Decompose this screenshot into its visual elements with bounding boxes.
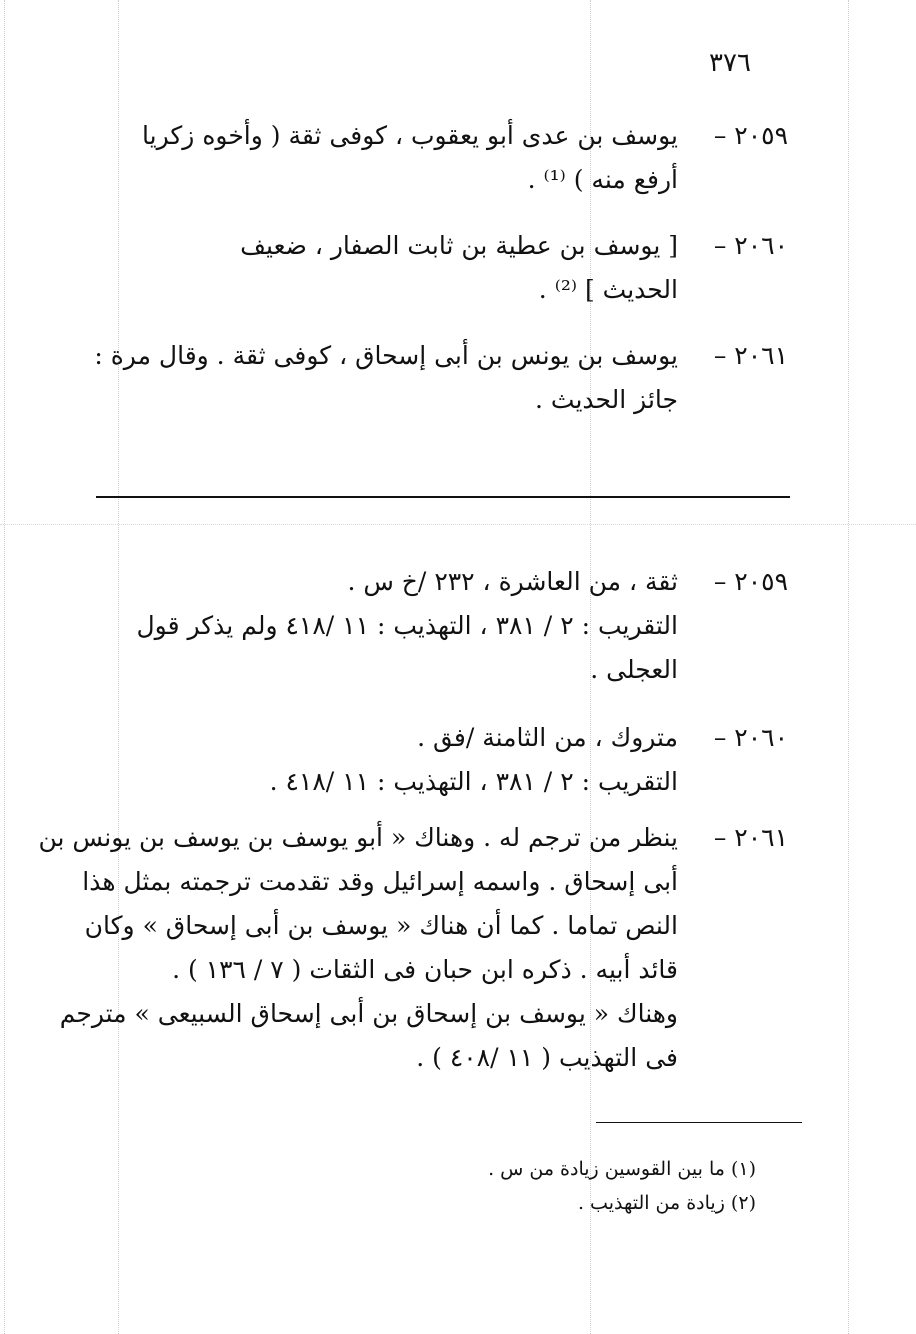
note-line: أبى إسحاق . واسمه إسرائيل وقد تقدمت ترجمته بمثل هذا [82,867,678,896]
footnotes [356,1152,756,1220]
entry-number: ٢٠٥٩ – [713,121,788,150]
entry-text [88,114,678,202]
note-line: العجلى . [590,655,678,684]
note-text [88,560,678,692]
entry-line: الحديث ] ⁽²⁾ . [538,275,678,304]
note-line: فى التهذيب ( ١١ /٤٠٨ ) . [416,1043,678,1072]
note-line: ينظر من ترجم له . وهناك « أبو يوسف بن يوسف بن يونس بن [38,823,678,852]
entry-line: [ يوسف بن عطية بن ثابت الصفار ، ضعيف [240,231,678,260]
page-number: ٣٧٦ [709,48,751,78]
entry-line: أرفع منه ) ⁽¹⁾ . [527,165,678,194]
note-line: النص تماما . كما أن هناك « يوسف بن أبى إسحاق » وكان [84,911,678,940]
note-text [38,816,678,1080]
note-line: متروك ، من الثامنة /فق . [417,723,678,752]
note-line: التقريب : ٢ / ٣٨١ ، التهذيب : ١١ /٤١٨ ولم يذكر قول [136,611,678,640]
entry-line: يوسف بن عدى أبو يعقوب ، كوفى ثقة ( وأخوه زكريا [142,121,678,150]
entry-text [88,334,678,422]
note-text [88,716,678,804]
entry-line: يوسف بن يونس بن أبى إسحاق ، كوفى ثقة . وقال مرة : [94,341,678,370]
note-line: قائد أبيه . ذكره ابن حبان فى الثقات ( ٧ / ١٣٦ ) . [172,955,678,984]
entry-text [88,224,678,312]
entry-number: ٢٠٦١ – [713,341,788,370]
note-number: ٢٠٦٠ – [713,723,788,752]
footnote: (٢) زيادة من التهذيب . [577,1192,756,1214]
entry-line: جائز الحديث . [535,385,678,414]
section-divider [96,496,790,498]
footnote: (١) ما بين القوسين زيادة من س . [488,1158,756,1180]
note-line: وهناك « يوسف بن إسحاق بن أبى إسحاق السبيعى » مترجم [59,999,678,1028]
note-line: ثقة ، من العاشرة ، ٢٣٢ /خ س . [347,567,678,596]
note-number: ٢٠٦١ – [713,823,788,852]
footnote-divider [596,1122,802,1123]
entry-number: ٢٠٦٠ – [713,231,788,260]
note-line: التقريب : ٢ / ٣٨١ ، التهذيب : ١١ /٤١٨ . [269,767,678,796]
scan-guide-line [848,0,849,1334]
scan-guide-line [4,0,5,1334]
note-number: ٢٠٥٩ – [713,567,788,596]
scan-guide-line [0,524,916,525]
